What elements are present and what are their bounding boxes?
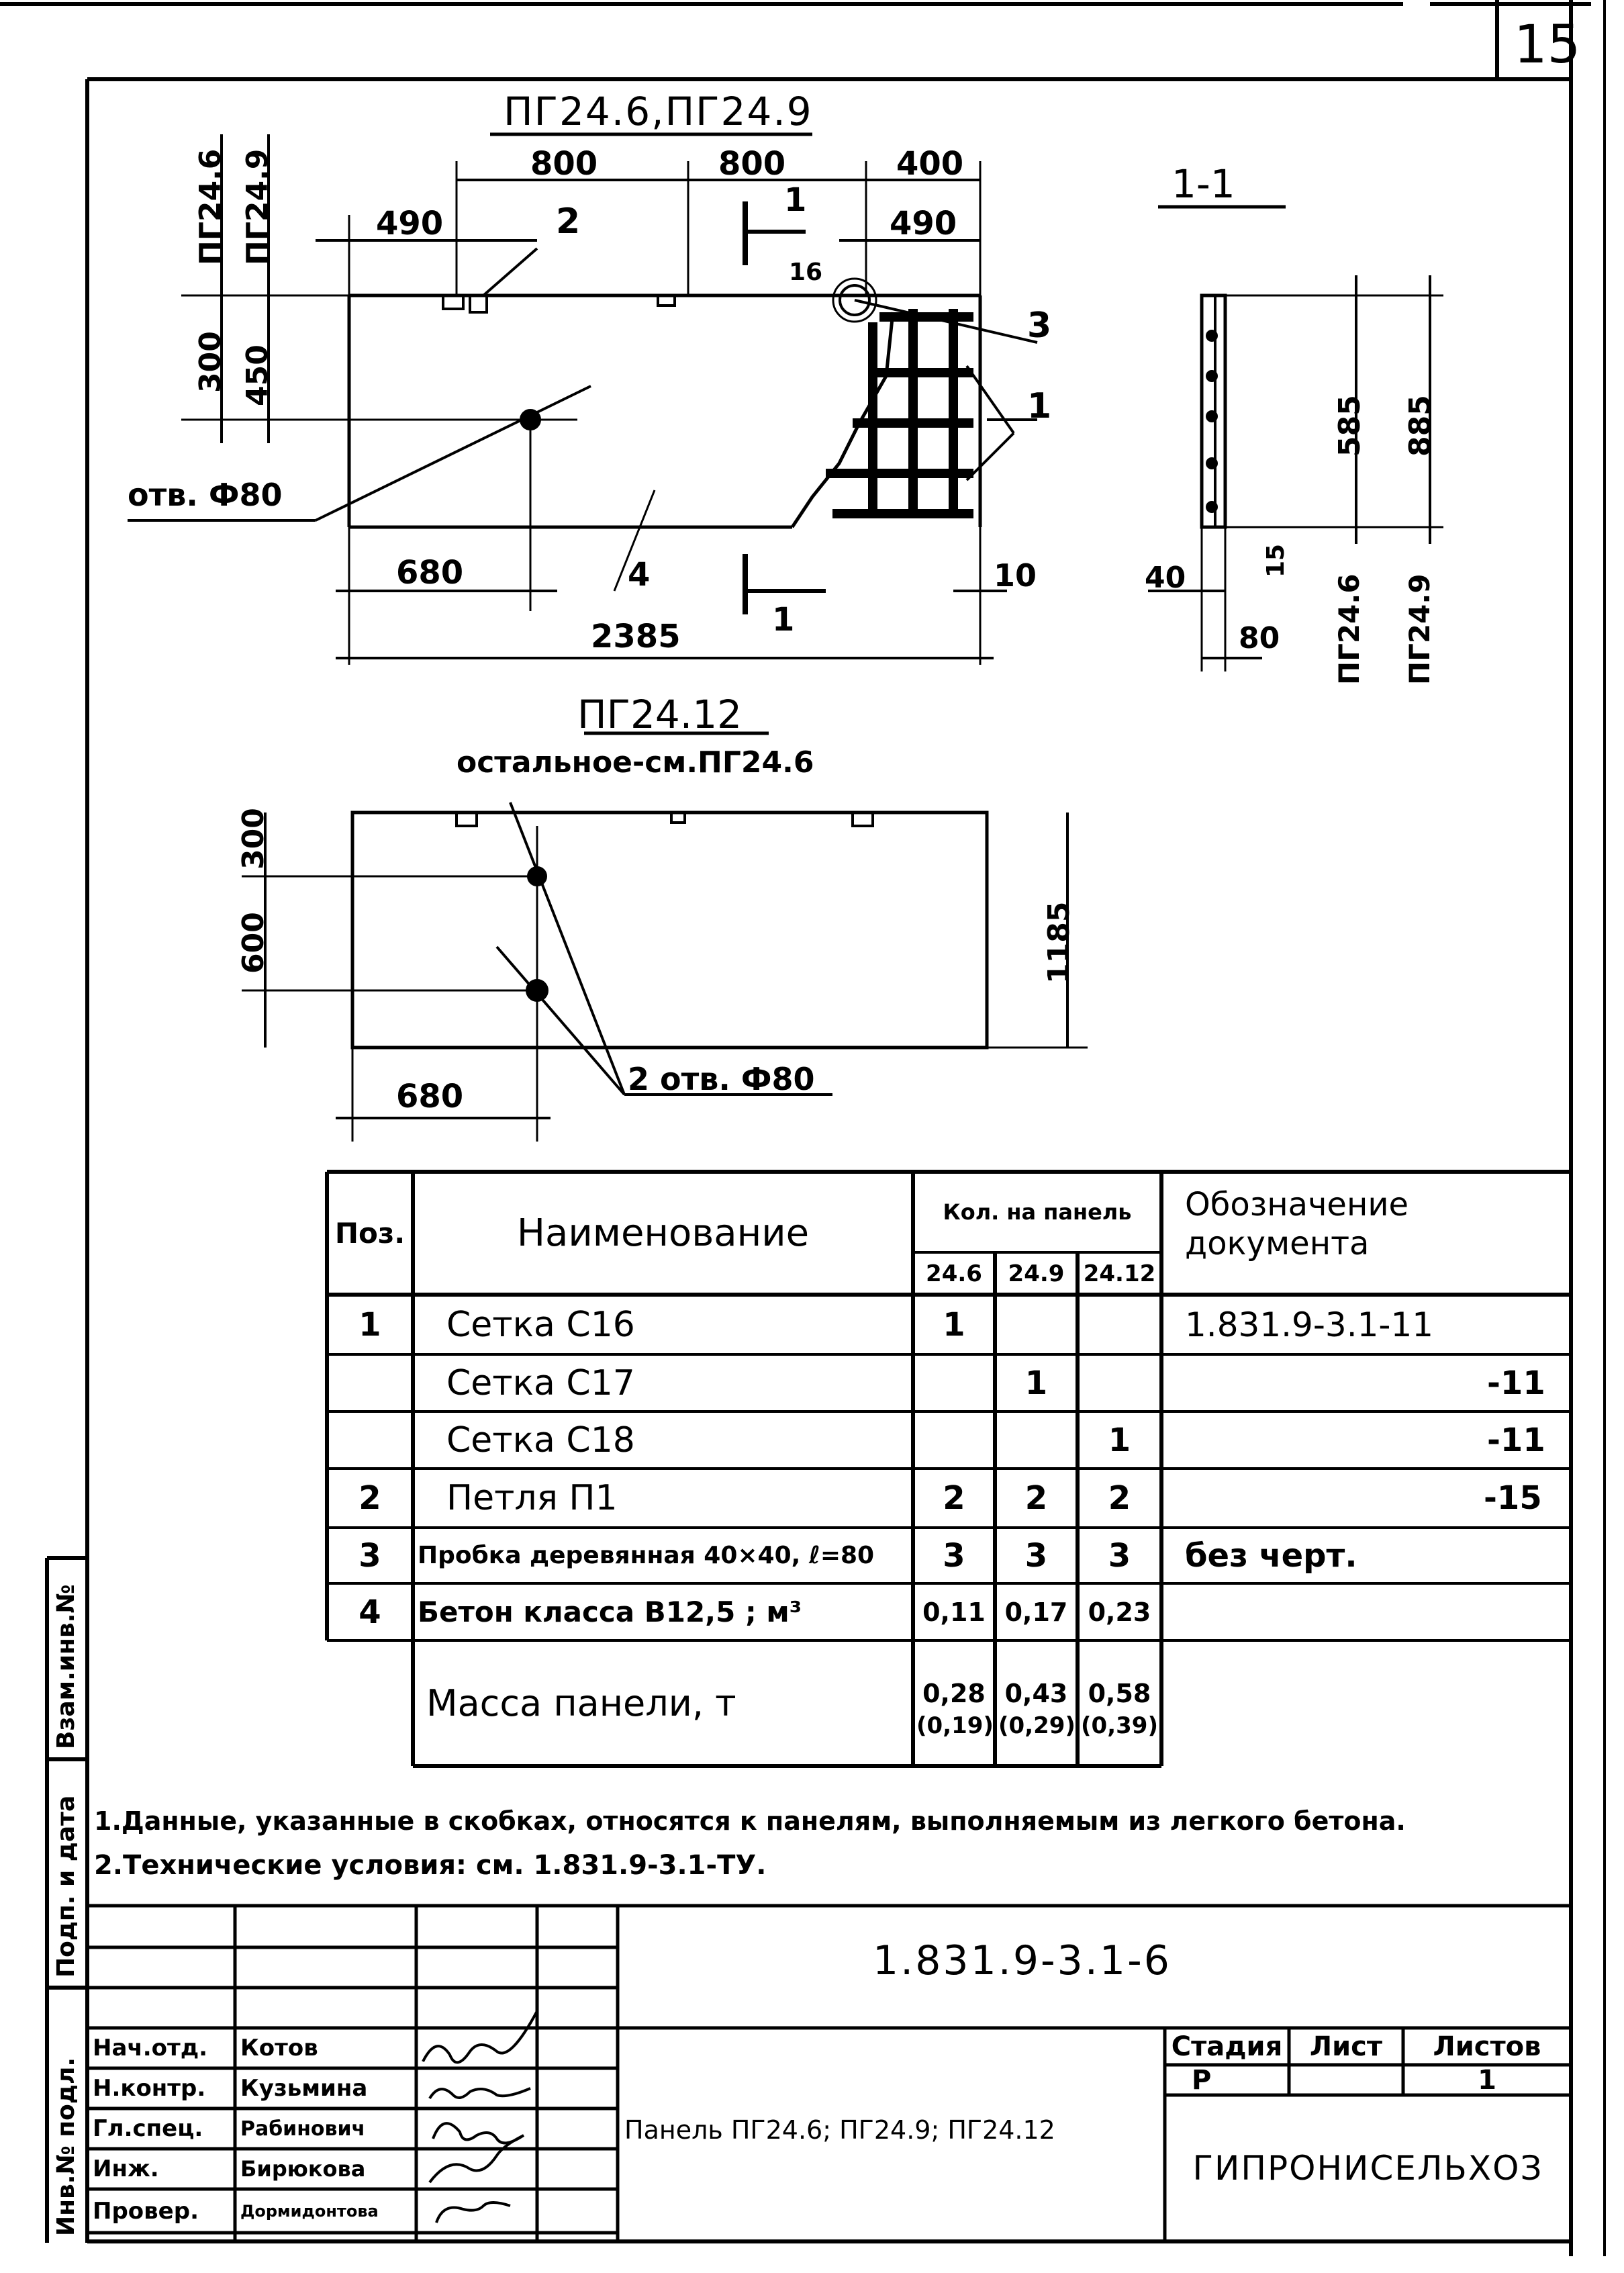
role-4: Инж. [93,2155,159,2182]
dim-top-1: 800 [530,145,598,183]
role-1: Нач.отд. [93,2035,208,2061]
section-mark-bottom: 1 [772,601,795,639]
dim-left-300: 300 [193,331,228,393]
dim-bottom-680: 680 [396,554,464,592]
row2-q2: 1 [1024,1364,1048,1402]
dim-top-4: 490 [376,205,444,242]
row4-q2: 2 [1024,1479,1048,1517]
row7-q2b: (0,29) [998,1712,1076,1739]
row5-q3: 3 [1108,1536,1131,1575]
section-dim-885: 885 [1403,395,1437,457]
row4-pos: 2 [359,1479,381,1517]
row7-q1: 0,28 [922,1679,986,1708]
row6-q2: 0,17 [1004,1597,1068,1627]
callout-4: 4 [628,556,651,594]
stamp-sign-date: Подп. и дата [52,1795,80,1978]
row5-doc: без черт. [1185,1536,1357,1575]
row4-q3: 2 [1108,1479,1131,1517]
row1-pos: 1 [359,1305,381,1344]
dim-bottom-10: 10 [994,557,1037,594]
row3-doc: -11 [1487,1421,1545,1459]
hdr-pos: Поз. [334,1217,405,1250]
role-5: Провер. [93,2197,199,2225]
callout-3: 3 [1027,306,1052,346]
section-mark-top: 1 [784,181,807,219]
row7-q1b: (0,19) [916,1712,994,1739]
section-dim-585: 585 [1333,395,1367,457]
sheet-number: 15 [1514,15,1581,75]
row5-name: Пробка деревянная 40×40, ℓ=80 [418,1542,875,1569]
row1-name: Сетка С16 [446,1304,635,1345]
name-5: Дормидонтова [240,2201,379,2221]
row3-q3: 1 [1108,1421,1131,1459]
row2-doc: -11 [1487,1364,1545,1402]
main-view-title: ПГ24.6,ПГ24.9 [504,89,813,134]
stage-label: Стадия [1171,2031,1283,2062]
row6-q1: 0,11 [922,1597,986,1627]
hdr-qty: Кол. на панель [943,1199,1132,1225]
row5-pos: 3 [359,1536,381,1575]
second-dim-680: 680 [396,1078,464,1115]
dim-top-3: 400 [896,145,964,183]
stamp-inv-orig: Инв.№ подл. [52,2057,80,2236]
second-view-title: ПГ24.12 [577,692,743,737]
callout-2: 2 [556,201,581,242]
second-view-subtitle: остальное-см.ПГ24.6 [457,745,814,780]
note-2: 2.Технические условия: см. 1.831.9-3.1-ТУ. [94,1850,767,1881]
section-dim-pg249: ПГ24.9 [1403,573,1436,685]
dim-top-2: 800 [718,145,786,183]
hole-label: отв. Ф80 [128,477,283,513]
row4-q1: 2 [943,1479,965,1517]
row5-q2: 3 [1024,1536,1048,1575]
section-dim-pg246: ПГ24.6 [1333,573,1366,685]
hdr-doc: Обозначение документа [1185,1186,1409,1262]
sheets-label: Листов [1433,2031,1541,2062]
name-4: Бирюкова [240,2156,366,2182]
row6-name: Бетон класса В12,5 ; м³ [418,1595,802,1628]
role-2: Н.контр. [93,2075,206,2102]
stamp-inv-repl: Взам.инв.№ [52,1584,80,1749]
second-dim-1185: 1185 [1042,901,1076,984]
row6-q3: 0,23 [1088,1597,1151,1627]
hdr-qty-249: 24.9 [1008,1260,1065,1287]
section-dim-15: 15 [1262,543,1290,577]
row7-q2: 0,43 [1004,1679,1068,1708]
row1-doc: 1.831.9-3.1-11 [1185,1305,1434,1344]
row2-name: Сетка С17 [446,1362,635,1403]
section-dim-80: 80 [1239,621,1280,655]
section-title: 1-1 [1172,161,1235,207]
doc-code: 1.831.9-3.1-6 [873,1937,1172,1984]
hdr-qty-2412: 24.12 [1083,1260,1156,1287]
row4-doc: -15 [1484,1479,1542,1517]
row7-name: Масса панели, т [426,1682,736,1724]
name-1: Котов [240,2035,318,2061]
dim-left-pg246: ПГ24.6 [193,148,228,265]
hdr-qty-246: 24.6 [926,1260,982,1287]
sheet-label: Лист [1309,2031,1383,2062]
panel-name: Панель ПГ24.6; ПГ24.9; ПГ24.12 [624,2115,1055,2145]
sheets-value: 1 [1478,2064,1496,2096]
dim-left-pg249: ПГ24.9 [240,148,275,265]
row7-q3: 0,58 [1088,1679,1151,1708]
stage-value: Р [1192,2064,1212,2096]
dim-top-5: 490 [890,205,957,242]
second-dim-300: 300 [236,808,271,870]
name-2: Кузьмина [240,2075,368,2102]
name-3: Рабинович [240,2117,366,2141]
row5-q1: 3 [943,1536,965,1575]
second-holes-label: 2 отв. Ф80 [628,1061,815,1097]
organization: ГИПРОНИСЕЛЬХОЗ [1192,2149,1543,2188]
row7-q3b: (0,39) [1081,1712,1158,1739]
second-dim-600: 600 [236,912,271,974]
section-dim-40: 40 [1145,561,1186,595]
dim-left-450: 450 [240,344,275,406]
row4-name: Петля П1 [446,1478,618,1518]
dim-bottom-2385: 2385 [591,618,681,655]
callout-1: 1 [1027,386,1052,426]
hdr-name: Наименование [516,1211,810,1255]
row3-name: Сетка С18 [446,1420,635,1460]
note-1: 1.Данные, указанные в скобках, относятся к панелям, выполняемым из легкого бетона. [94,1806,1406,1836]
role-3: Гл.спец. [93,2115,203,2142]
row1-q1: 1 [943,1305,965,1344]
dim-16: 16 [789,259,823,286]
row6-pos: 4 [359,1593,381,1631]
